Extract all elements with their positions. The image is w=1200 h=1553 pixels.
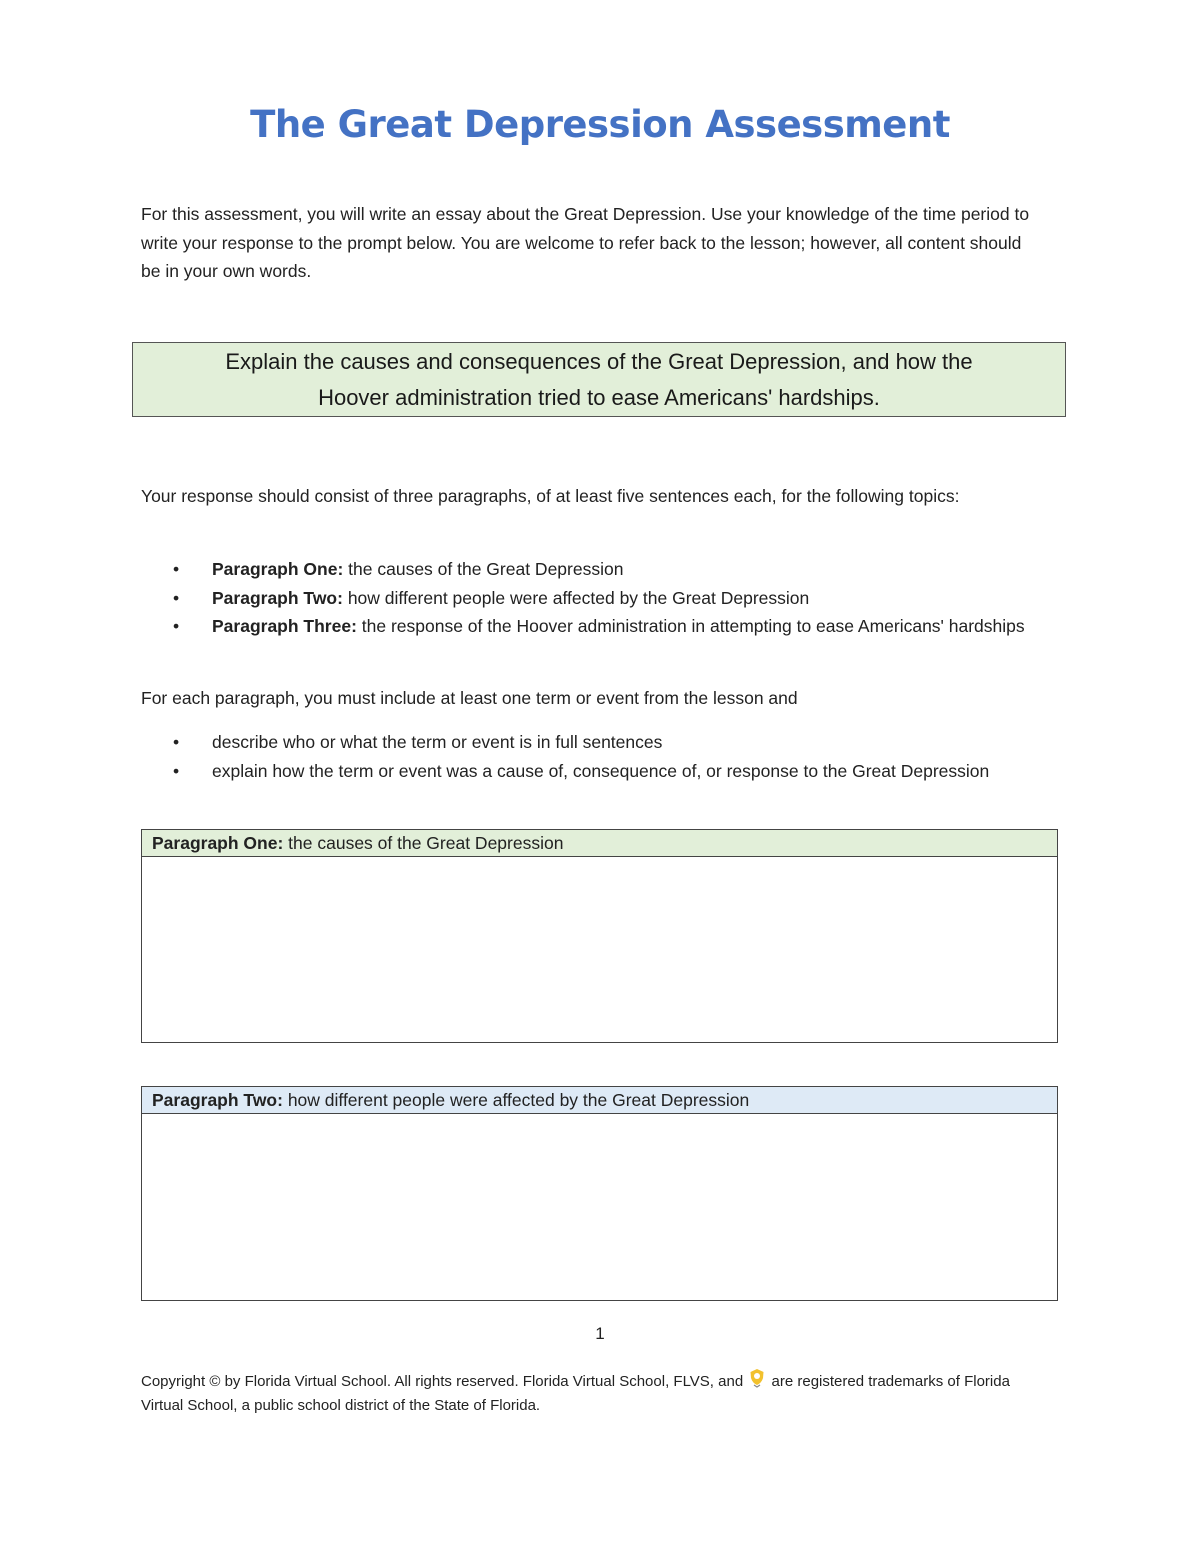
topic-label: Paragraph Three: [212, 616, 357, 636]
paragraph-two-topic: how different people were affected by the Great Depression [282, 1090, 750, 1110]
paragraph-one-box [141, 829, 1058, 1043]
bullet-icon: • [173, 559, 180, 579]
paragraph-requirements-intro: For each paragraph, you must include at least one term or event from the lesson and [141, 688, 798, 708]
prompt-line-1: Explain the causes and consequences of the Great Depression, and how the [225, 348, 973, 374]
paragraph-one-response-area[interactable] [142, 857, 1057, 1042]
list-item [141, 612, 1041, 641]
bullet-icon: • [173, 760, 180, 781]
requirement-text: explain how the term or event was a cause of, consequence of, or response to the Great Depression [212, 760, 990, 781]
page-number: 1 [595, 1324, 605, 1343]
paragraph-one-label: Paragraph One: [152, 833, 284, 853]
intro-text: For this assessment, you will write an essay about the Great Depression. Use your knowledge of the time period to write your response to the prompt below. You are welcome to refer back to the lesson; however, all content should be in your own words. [141, 204, 1030, 281]
topic-text: how different people were affected by the Great Depression [342, 587, 810, 608]
topic-text: the causes of the Great Depression [343, 559, 624, 579]
list-item [141, 555, 1041, 584]
flvs-logo-icon [749, 1368, 765, 1388]
list-item [141, 728, 1041, 757]
prompt-line-2: Hoover administration tried to ease Americans' hardships. [318, 384, 880, 410]
requirement-list [141, 728, 1041, 785]
response-instructions: Your response should consist of three paragraphs, of at least five sentences each, for the following topics: [141, 486, 960, 506]
bullet-icon: • [173, 732, 180, 752]
bullet-icon: • [173, 587, 180, 608]
paragraph-two-header [142, 1087, 1057, 1114]
essay-prompt-box [132, 342, 1066, 417]
topic-list [141, 555, 1041, 641]
copyright-text-start: Copyright © by Florida Virtual School. All rights reserved. Florida Virtual School, FLVS, and [141, 1373, 748, 1390]
paragraph-one-topic: the causes of the Great Depression [283, 833, 564, 853]
topic-label: Paragraph One: [212, 559, 344, 579]
list-item [141, 757, 1041, 786]
copyright-text-end: are registered trademarks of Florida Virtual School, a public school district of the State of Florida. [141, 1373, 1010, 1414]
paragraph-two-label: Paragraph Two: [152, 1090, 283, 1110]
requirement-text: describe who or what the term or event is in full sentences [212, 732, 663, 752]
topic-label: Paragraph Two: [212, 587, 343, 608]
page-title: The Great Depression Assessment [250, 103, 950, 146]
topic-text: the response of the Hoover administration in attempting to ease Americans' hardships [356, 616, 1025, 636]
list-item [141, 584, 1041, 613]
paragraph-two-box [141, 1086, 1058, 1301]
copyright-notice [141, 1368, 1041, 1418]
paragraph-two-response-area[interactable] [142, 1114, 1057, 1300]
bullet-icon: • [173, 616, 180, 636]
paragraph-one-header [142, 830, 1057, 857]
